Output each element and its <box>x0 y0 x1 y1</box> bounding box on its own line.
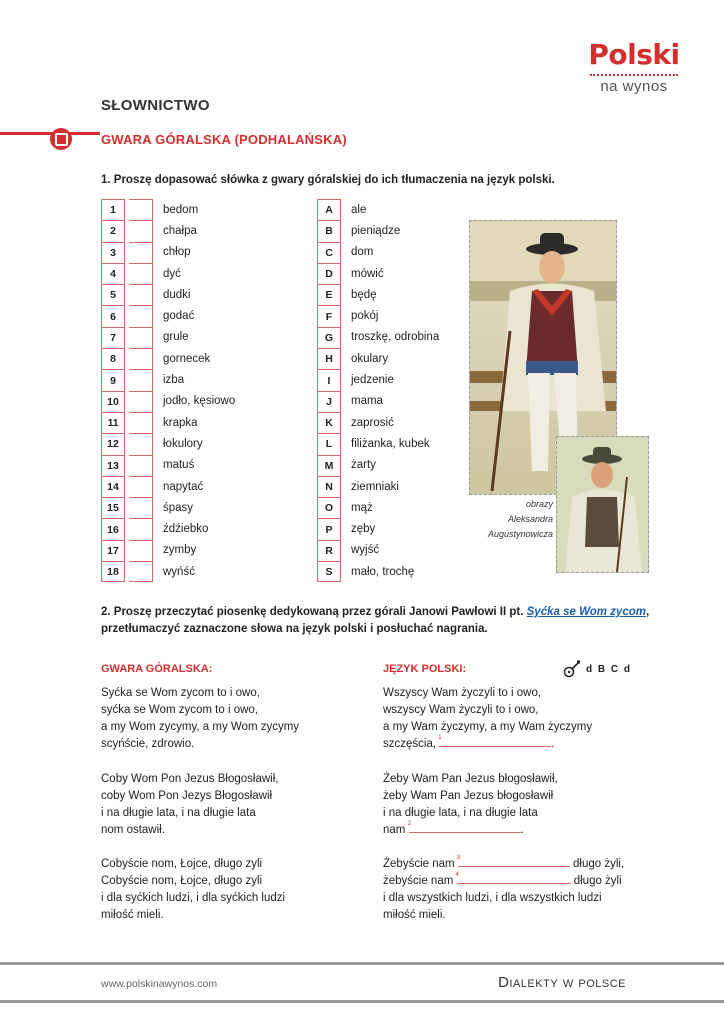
polish-word: pokój <box>351 310 379 323</box>
item-number: 10 <box>101 391 125 412</box>
answer-box[interactable] <box>129 263 153 284</box>
polish-word: ziemniaki <box>351 480 399 493</box>
answer-box[interactable] <box>129 540 153 561</box>
dialect-word-row <box>101 518 235 539</box>
footer-title: Dialekty w polsce <box>498 974 626 991</box>
item-number: 9 <box>101 369 125 390</box>
answer-box[interactable] <box>129 497 153 518</box>
polish-word-row <box>317 497 439 518</box>
dialect-word: chałpa <box>163 224 197 237</box>
polish-word-row <box>317 327 439 348</box>
dialect-word: krapka <box>163 416 198 429</box>
polish-word-row <box>317 518 439 539</box>
answer-box[interactable] <box>129 327 153 348</box>
polish-word-list <box>317 199 439 582</box>
dialect-word: dudki <box>163 288 191 301</box>
polish-word: żarty <box>351 459 376 472</box>
dialect-word: wyńść <box>163 565 195 578</box>
item-number: 4 <box>101 263 125 284</box>
logo-divider <box>590 74 678 76</box>
polish-word: mąż <box>351 501 373 514</box>
polish-column-heading: JĘZYK POLSKI: <box>383 663 467 675</box>
dialect-word-row <box>101 199 235 220</box>
dialect-word-row <box>101 348 235 369</box>
polish-word: ale <box>351 203 367 216</box>
guitar-icon <box>563 660 581 678</box>
dialect-word-row <box>101 561 235 582</box>
dialect-word-list <box>101 199 235 582</box>
polish-word-row <box>317 455 439 476</box>
answer-box[interactable] <box>129 412 153 433</box>
item-letter: M <box>317 455 341 476</box>
dialect-word-row <box>101 455 235 476</box>
exercise-icon <box>50 128 72 150</box>
dialect-word-row <box>101 433 235 454</box>
answer-box[interactable] <box>129 518 153 539</box>
dialect-word: napytać <box>163 480 204 493</box>
item-letter: B <box>317 220 341 241</box>
polish-word: mało, trochę <box>351 565 415 578</box>
polish-word-row <box>317 242 439 263</box>
polish-word-row <box>317 263 439 284</box>
item-letter: K <box>317 412 341 433</box>
section-title: SŁOWNICTWO <box>101 97 210 114</box>
brand-logo <box>584 40 684 95</box>
item-number: 11 <box>101 412 125 433</box>
answer-box[interactable] <box>129 220 153 241</box>
item-letter: G <box>317 327 341 348</box>
item-letter: S <box>317 561 341 582</box>
polish-word: będę <box>351 288 377 301</box>
painting-caption: obrazy Aleksandra Augustynowicza <box>487 499 553 539</box>
answer-box[interactable] <box>129 369 153 390</box>
polish-stanza-3: Żebyście nam 3 długo żyli, żebyście nam 4 długo żyli i dla wszystkich ludzi, i dla wszystkich ludzi miłość mieli. <box>383 855 625 921</box>
item-letter: R <box>317 540 341 561</box>
brand-tagline: na wynos <box>600 78 668 95</box>
polish-stanza-1: Wszyscy Wam życzyli to i owo, wszyscy Wam życzyli to i owo, a my Wam życzymy, a my Wam życzymy szczęścia, 1 . <box>383 687 593 750</box>
dialect-word: dyć <box>163 267 181 280</box>
dialect-stanza-3: Cobyście nom, Łojce, długo zyli Cobyście nom, Łojce, długo zyli i dla syćkich ludzi, i dla syćkich ludzi miłość mieli. <box>101 858 286 921</box>
exercise2-instruction: 2. Proszę przeczytać piosenkę dedykowaną przez górali Janowi Pawłowi II pt. Syćka se Wom zycom, przetłumaczyć zaznaczone słowa na język polski i posłuchać nagrania. <box>101 606 650 635</box>
answer-box[interactable] <box>129 476 153 497</box>
painting-highlander-man <box>556 436 649 573</box>
subsection-title: GWARA GÓRALSKA (PODHALAŃSKA) <box>101 132 347 147</box>
item-number: 6 <box>101 305 125 326</box>
dialect-word: zymby <box>163 544 197 557</box>
polish-word-row <box>317 348 439 369</box>
item-letter: A <box>317 199 341 220</box>
item-number: 12 <box>101 433 125 454</box>
item-letter: N <box>317 476 341 497</box>
polish-word: troszkę, odrobina <box>351 331 440 344</box>
footer-rule-bottom <box>0 1000 724 1003</box>
dialect-word: śpasy <box>163 501 194 514</box>
item-letter: E <box>317 284 341 305</box>
item-number: 3 <box>101 242 125 263</box>
dialect-word-row <box>101 305 235 326</box>
polish-word: zęby <box>351 523 376 536</box>
answer-box[interactable] <box>129 433 153 454</box>
polish-word-row <box>317 305 439 326</box>
dialect-word-row <box>101 476 235 497</box>
song-recording-link[interactable]: Syćka se Wom zycom <box>526 606 646 618</box>
polish-word-row <box>317 476 439 497</box>
item-number: 2 <box>101 220 125 241</box>
dialect-word: łokulory <box>163 437 203 450</box>
item-letter: H <box>317 348 341 369</box>
answer-box[interactable] <box>129 455 153 476</box>
dialect-word: źdźiebko <box>163 523 209 536</box>
polish-word-row <box>317 220 439 241</box>
chords-text: d B C d <box>586 663 632 675</box>
item-number: 1 <box>101 199 125 220</box>
item-number: 8 <box>101 348 125 369</box>
dialect-word-row <box>101 540 235 561</box>
dialect-stanza-2: Coby Wom Pon Jezus Błogosławił, coby Wom Pon Jezys Błogosławił i na długie lata, i na długie lata nom ostawił. <box>101 773 279 836</box>
polish-stanza-2: Żeby Wam Pan Jezus błogosławił, żeby Wam Pan Jezus błogosławił i na długie lata, i na długie lata nam 2 . <box>383 773 558 836</box>
polish-word: wyjść <box>351 544 380 557</box>
brand-name: Polski <box>588 38 680 71</box>
dialect-word: matuś <box>163 459 195 472</box>
answer-gap-4[interactable]: 4 <box>457 873 571 884</box>
answer-box[interactable] <box>129 242 153 263</box>
dialect-word: jodło, kęsiowo <box>163 395 236 408</box>
dialect-word-row <box>101 220 235 241</box>
exercise1-instruction: 1. Proszę dopasować słówka z gwary góralskiej do ich tłumaczenia na język polski. <box>101 174 555 186</box>
footer-rule-top <box>0 962 724 965</box>
item-number: 17 <box>101 540 125 561</box>
dialect-word: chłop <box>163 246 191 259</box>
item-letter: I <box>317 369 341 390</box>
polish-word: mama <box>351 395 383 408</box>
answer-gap-3[interactable]: 3 <box>458 856 570 867</box>
item-number: 14 <box>101 476 125 497</box>
chord-notation <box>563 660 632 678</box>
item-number: 7 <box>101 327 125 348</box>
dialect-word-row <box>101 369 235 390</box>
answer-box[interactable] <box>129 199 153 220</box>
item-letter: O <box>317 497 341 518</box>
dialect-word-row <box>101 391 235 412</box>
answer-box[interactable] <box>129 284 153 305</box>
dialect-word: bedom <box>163 203 199 216</box>
item-number: 18 <box>101 561 125 582</box>
answer-gap-2[interactable]: 2 <box>409 822 521 833</box>
dialect-stanza-1: Syćka se Wom zycom to i owo, syćka se Wom zycom to i owo, a my Wom zycymy, a my Wom zycymy scyńście, zdrowio. <box>101 687 300 750</box>
polish-word: pieniądze <box>351 224 401 237</box>
polish-word: zaprosić <box>351 416 394 429</box>
polish-word-row <box>317 199 439 220</box>
item-letter: C <box>317 242 341 263</box>
dialect-word: izba <box>163 374 185 387</box>
item-letter: D <box>317 263 341 284</box>
polish-word-row <box>317 540 439 561</box>
polish-word-row <box>317 391 439 412</box>
polish-word-row <box>317 561 439 582</box>
dialect-word-row <box>101 242 235 263</box>
dialect-word: godać <box>163 310 195 323</box>
item-number: 13 <box>101 455 125 476</box>
dialect-word-row <box>101 327 235 348</box>
answer-box[interactable] <box>129 391 153 412</box>
dialect-word-row <box>101 412 235 433</box>
polish-word-row <box>317 412 439 433</box>
item-letter: F <box>317 305 341 326</box>
polish-word-row <box>317 369 439 390</box>
polish-word: okulary <box>351 352 389 365</box>
footer-url[interactable]: www.polskinawynos.com <box>101 978 218 990</box>
dialect-column-heading: GWARA GÓRALSKA: <box>101 663 213 675</box>
item-letter: J <box>317 391 341 412</box>
polish-word: filiżanka, kubek <box>351 437 430 450</box>
item-number: 5 <box>101 284 125 305</box>
answer-gap-1[interactable]: 1 <box>439 736 551 747</box>
item-letter: P <box>317 518 341 539</box>
item-number: 15 <box>101 497 125 518</box>
dialect-word-row <box>101 284 235 305</box>
polish-word: mówić <box>351 267 384 280</box>
item-number: 16 <box>101 518 125 539</box>
polish-word: dom <box>351 246 374 259</box>
polish-word-row <box>317 284 439 305</box>
dialect-word-row <box>101 497 235 518</box>
dialect-word: grule <box>163 331 189 344</box>
dialect-word-row <box>101 263 235 284</box>
dialect-word: gornecek <box>163 352 211 365</box>
answer-box[interactable] <box>129 305 153 326</box>
item-letter: L <box>317 433 341 454</box>
answer-box[interactable] <box>129 348 153 369</box>
polish-word-row <box>317 433 439 454</box>
polish-word: jedzenie <box>351 374 394 387</box>
answer-box[interactable] <box>129 561 153 582</box>
